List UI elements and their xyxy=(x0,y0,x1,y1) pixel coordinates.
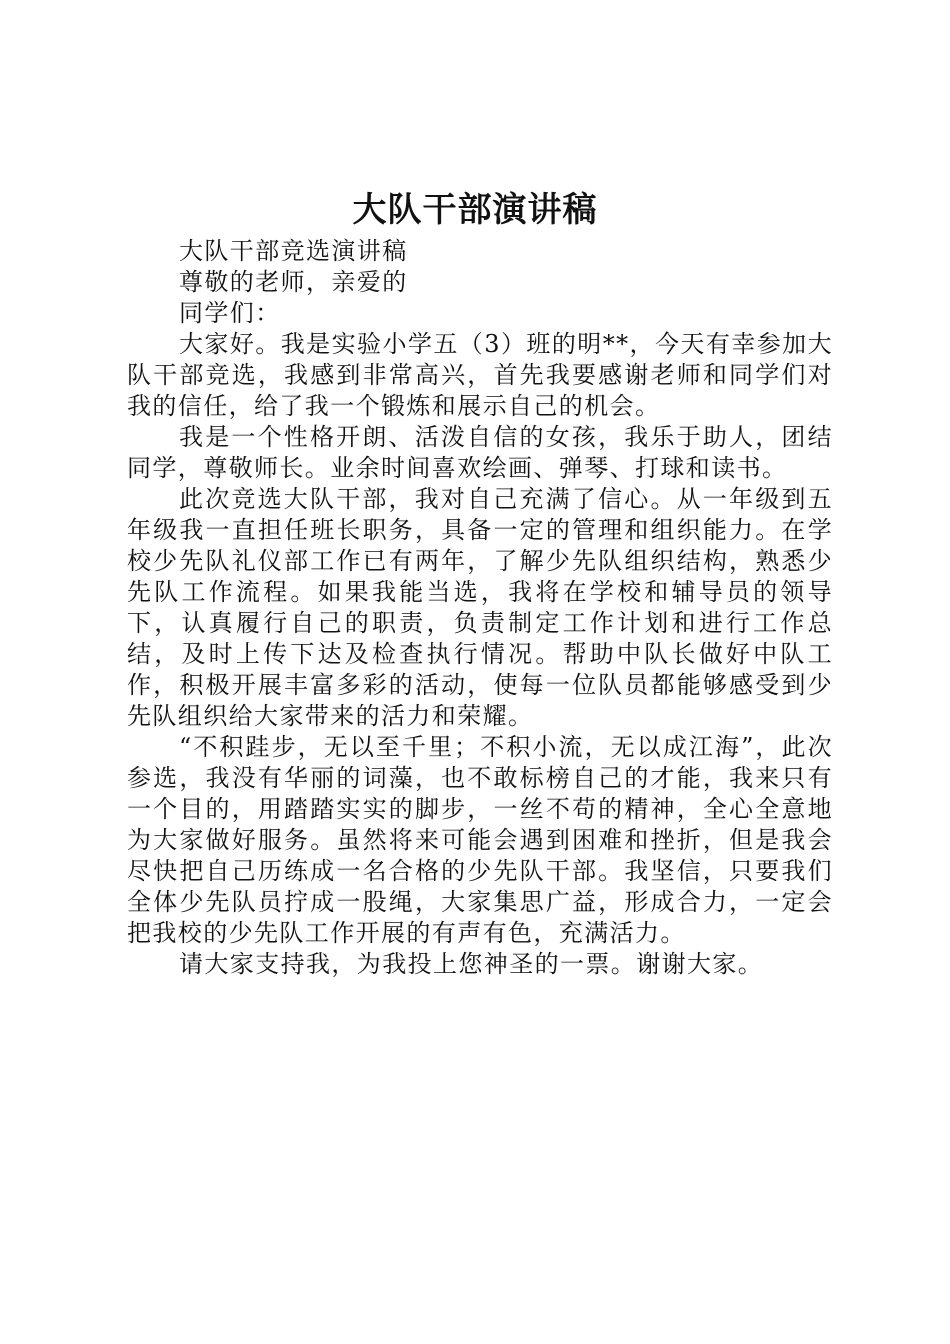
body-paragraph: 此次竞选大队干部，我对自己充满了信心。从一年级到五年级我一直担任班长职务，具备一定的管理和组织能力。在学校少先队礼仪部工作已有两年，了解少先队组织结构，熟悉少先队工作流程。如果我能当选，我将在学校和辅导员的领导下，认真履行自己的职责，负责制定工作计划和进行工作总结，及时上传下达及检查执行情况。帮助中队长做好中队工作，积极开展丰富多彩的活动，使每一位队员都能够感受到少先队组织给大家带来的活力和荣耀。 xyxy=(127,485,833,730)
salutation-continued-paragraph: 同学们： xyxy=(179,299,281,327)
document-title: 大队干部演讲稿 xyxy=(352,190,598,230)
body-paragraph: “不积跬步，无以至千里；不积小流，无以成江海”，此次参选，我没有华丽的词藻，也不敢标榜自己的才能，我来只有一个目的，用踏踏实实的脚步，一丝不苟的精神，全心全意地为大家做好服务。虽然将来可能会遇到困难和挫折，但是我会尽快把自己历练成一名合格的少先队干部。我坚信，只要我们全体少先队员拧成一股绳，大家集思广益，形成合力，一定会把我校的少先队工作开展的有声有色，充满活力。 xyxy=(127,733,833,947)
body-paragraph: 大家好。我是实验小学五（3）班的明**，今天有幸参加大队干部竞选，我感到非常高兴，首先我要感谢老师和同学们对我的信任，给了我一个锻炼和展示自己的机会。 xyxy=(127,330,833,420)
closing-paragraph: 请大家支持我，为我投上您神圣的一票。谢谢大家。 xyxy=(179,950,764,978)
document-body xyxy=(127,236,833,980)
body-paragraph: 我是一个性格开朗、活泼自信的女孩，我乐于助人，团结同学，尊敬师长。业余时间喜欢绘画、弹琴、打球和读书。 xyxy=(127,423,833,482)
subtitle-paragraph: 大队干部竞选演讲稿 xyxy=(179,237,408,265)
salutation-paragraph: 尊敬的老师，亲爱的 xyxy=(179,268,408,296)
